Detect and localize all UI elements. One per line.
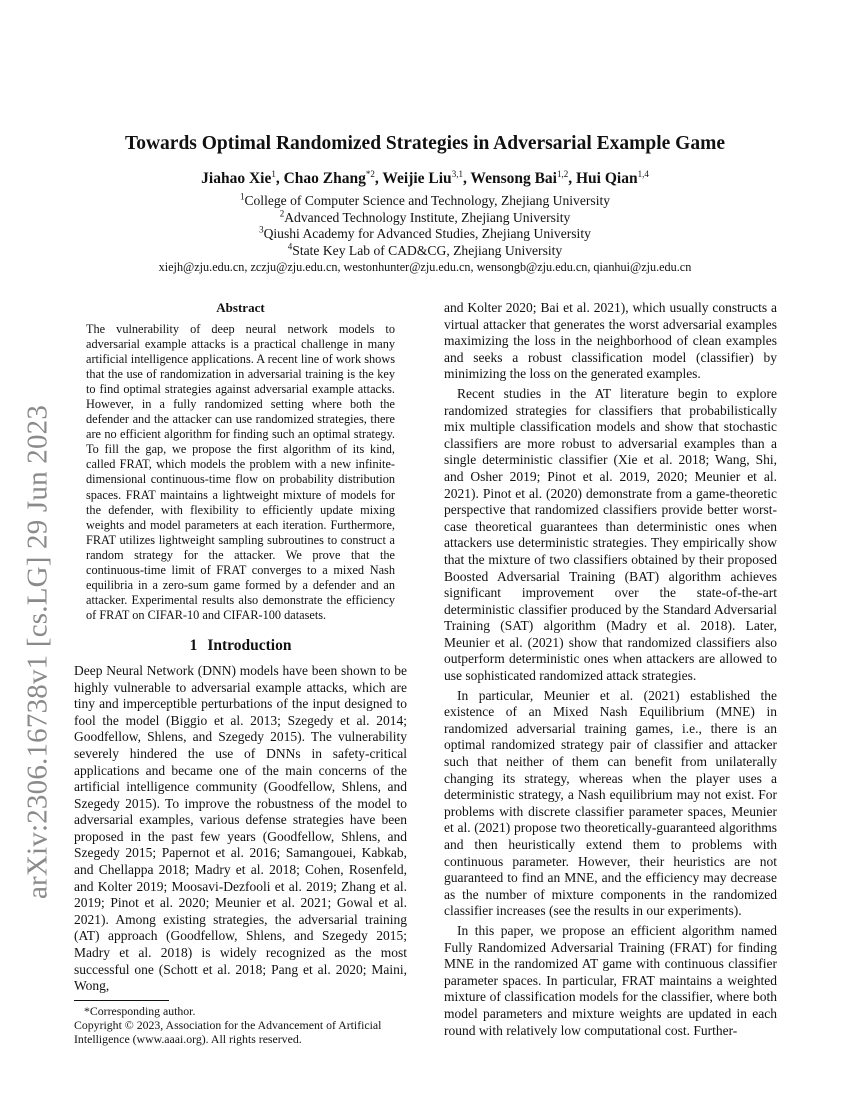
author-emails: xiejh@zju.edu.cn, zczju@zju.edu.cn, westonhunter@zju.edu.cn, wensongb@zju.edu.cn, qianhui@zju.edu.cn — [158, 260, 692, 274]
author-name: Jiahao Xie — [201, 170, 272, 187]
author-sup: 3,1 — [451, 168, 463, 179]
copyright-note: Copyright © 2023, Association for the Advancement of Artificial Intelligence (www.aaai.org). All rights reserved. — [74, 1017, 382, 1046]
affiliation-text: College of Computer Science and Technology, Zhejiang University — [244, 193, 611, 208]
author-list: Jiahao Xie$^1$, Chao Zhang$^{*2}$, Weijie Liu$^{3,1}$, Wensong Bai$^{1,2}$, Hui Qian$^{1,4}$ — [201, 168, 649, 187]
section-number: 1 — [189, 636, 198, 654]
affiliation-text: Advanced Technology Institute, Zhejiang University — [284, 209, 571, 225]
affiliation-text: State Key Lab of CAD&CG, Zhejiang University — [292, 242, 563, 258]
affiliation-sup: 3 — [259, 224, 264, 235]
affiliation-sup: 4 — [287, 240, 293, 251]
arxiv-stamp — [0, 0, 60, 1100]
affiliation — [75, 193, 775, 210]
intro-paragraph: and Kolter 2020; Bai et al. 2021), which usually constructs a virtual attacker that generates the worst adversarial examples maximizing the loss in the neighborhood of clean examples and seeks a robust classification model (classifier) by minimizing the loss on the generated examples. — [444, 300, 777, 382]
arxiv-id: arXiv:2306.16738v1 [cs.LG] 29 Jun 2023 — [21, 404, 54, 900]
affiliation-sup: 2 — [279, 207, 285, 218]
corresponding-author-note: *Corresponding author. — [84, 1003, 196, 1018]
affiliation — [75, 240, 775, 260]
intro-paragraph: In particular, Meunier et al. (2021) established the existence of an Mixed Nash Equilibrium (MNE) in randomized adversarial training games, i.e., there is an optimal randomized strategy pair of classifier and attacker such that neither of them can benefit from unilaterally changing its strategy, whereas when the player uses a deterministic strategy, a Nash equilibrium may not exist. For problems with discrete classifier parameter spaces, Meunier et al. (2021) propose two theoretically-guaranteed algorithms and then heuristically extend them to problems with continuous parameter. However, their heuristics are not guaranteed to find an MNE, and the efficiency may decrease as the number of mixture components in the randomized classifier increases (see the results in our experiments). — [444, 687, 777, 919]
author-name: Chao Zhang — [283, 170, 366, 187]
intro-paragraph: Deep Neural Network (DNN) models have been shown to be highly vulnerable to adversarial example attacks, which are tiny and imperceptible perturbations of the input designed to fool the model (Biggio et al. 2013; Szegedy et al. 2014; Goodfellow, Shlens, and Szegedy 2015). The vulnerability severely hindered the use of DNNs in safety-critical applications and became one of the main concerns of the artificial intelligence community (Goodfellow, Shlens, and Szegedy 2015). To improve the robustness of the model to adversarial examples, various defense strategies have been proposed in the past few years (Goodfellow, Shlens, and Szegedy 2015; Papernot et al. 2016; Samangouei, Kabkab, and Chellappa 2018; Madry et al. 2018; Cohen, Rosenfeld, and Kolter 2019; Moosavi-Dezfooli et al. 2019; Zhang et al. 2019; Pinot et al. 2020; Meunier et al. 2021; Gowal et al. 2021). Among existing strategies, the adversarial training (AT) approach (Goodfellow, Shlens, and Szegedy 2015; Madry et al. 2018) is widely recognized as the most successful one (Schott et al. 2018; Pang et al. 2020; Maini, Wong, — [74, 662, 407, 994]
intro-paragraph: Recent studies in the AT literature begin to explore randomized strategies for classifiers that probabilistically mix multiple classification models and show that stochastic classifiers are more robust to adversarial examples than a single deterministic classifier (Xie et al. 2018; Wang, Shi, and Osher 2019; Pinot et al. 2019, 2020; Meunier et al. 2021). Pinot et al. (2020) demonstrate from a game-theoretic perspective that randomized classifiers provide better worst-case theoretical guarantees than deterministic ones when attackers use deterministic strategies. They empirically show that the mixture of two classifiers obtained by their proposed Boosted Adversarial Training (BAT) algorithm achieves significant improvement over the state-of-the-art deterministic classifier produced by the Standard Adversarial Training (SAT) algorithm (Madry et al. 2018). Later, Meunier et al. (2021) show that randomized classifiers also outperform deterministic ones when attackers are allowed to use sophisticated randomized attack strategies. — [444, 385, 777, 684]
author-sup: *2 — [365, 168, 375, 179]
author-sup: 1,4 — [637, 168, 649, 179]
section-title: Introduction — [207, 636, 292, 654]
author-name: Weijie Liu — [382, 170, 452, 187]
affiliation — [75, 207, 775, 227]
paper-title: Towards Optimal Randomized Strategies in Adversarial Example Game — [125, 133, 725, 154]
intro-paragraph: In this paper, we propose an efficient algorithm named Fully Randomized Adversarial Training (FRAT) for finding MNE in the randomized AT game with continuous classifier parameter spaces. In particular, FRAT maintains a weighted mixture of classification models for the classifier, where both model parameters and mixture weights are updated in each round with relatively low computational cost. Further- — [444, 922, 777, 1038]
section-heading — [74, 637, 407, 655]
footnote-rule — [74, 1000, 169, 1001]
author-name: Hui Qian — [576, 170, 638, 187]
affiliation-text: Qiushi Academy for Advanced Studies, Zhejiang University — [263, 226, 591, 241]
author-sup: 1 — [271, 168, 276, 179]
affiliation-sup: 1 — [239, 191, 245, 202]
author-name: Wensong Bai — [470, 170, 557, 187]
abstract-heading: Abstract — [216, 300, 265, 315]
author-sup: 1,2 — [557, 168, 569, 179]
abstract-text: The vulnerability of deep neural network models to adversarial example attacks is a practical challenge in many artificial intelligence applications. A recent line of work shows that the use of randomization in adversarial training is the key to find optimal strategies against adversarial example attacks. However, in a fully randomized setting where both the defender and the attacker can use randomized strategies, there are no efficient algorithm for finding such an optimal strategy. To fill the gap, we propose the first algorithm of its kind, called FRAT, which models the problem with a new infinite-dimensional continuous-time flow on probability distribution spaces. FRAT maintains a lightweight mixture of models for the defender, with flexibility to efficiently update mixing weights and model parameters at each iteration. Furthermore, FRAT utilizes lightweight sampling subroutines to construct a random strategy for the attacker. We prove that the continuous-time limit of FRAT converges to a mixed Nash equilibria in a zero-sum game formed by a defender and an attacker. Experimental results also demonstrate the efficiency of FRAT on CIFAR-10 and CIFAR-100 datasets. — [86, 322, 395, 622]
affiliation — [75, 226, 775, 243]
right-column — [444, 300, 777, 1042]
left-column — [74, 300, 407, 1046]
